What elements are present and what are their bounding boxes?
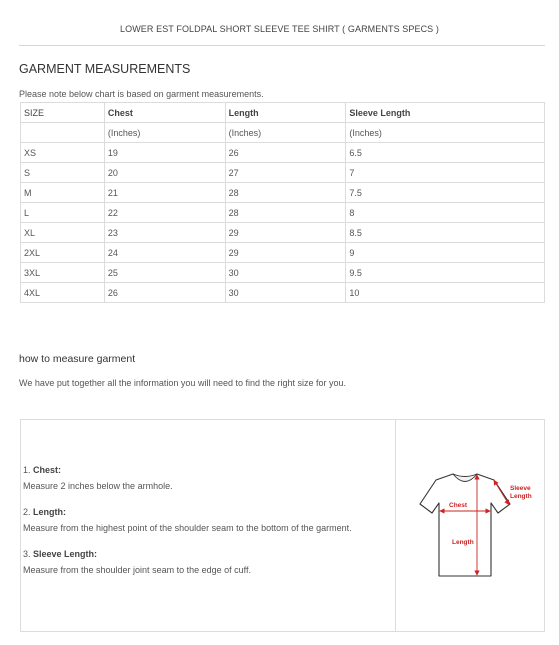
chest-cell: 23 bbox=[104, 223, 225, 243]
sleeve-label-line2: Length bbox=[510, 493, 532, 500]
step-length-heading bbox=[23, 507, 66, 517]
chest-cell: 24 bbox=[104, 243, 225, 263]
step-length-desc: Measure from the highest point of the shoulder seam to the bottom of the garment. bbox=[23, 523, 352, 533]
unit-cell: (Inches) bbox=[104, 123, 225, 143]
chest-cell: 20 bbox=[104, 163, 225, 183]
length-cell: 29 bbox=[225, 243, 346, 263]
chest-cell: 26 bbox=[104, 283, 225, 303]
length-label: Length bbox=[452, 539, 474, 546]
size-cell: 2XL bbox=[21, 243, 105, 263]
chest-cell: 21 bbox=[104, 183, 225, 203]
step-label: Length: bbox=[33, 507, 67, 517]
column-header: SIZE bbox=[21, 103, 105, 123]
length-cell: 27 bbox=[225, 163, 346, 183]
tshirt-icon bbox=[420, 474, 510, 576]
unit-cell bbox=[21, 123, 105, 143]
table-row bbox=[21, 243, 545, 263]
sleeve-cell: 6.5 bbox=[346, 143, 545, 163]
header-divider bbox=[19, 45, 545, 46]
page-title: LOWER EST FOLDPAL SHORT SLEEVE TEE SHIRT ( GARMENTS SPECS ) bbox=[120, 24, 439, 34]
size-table bbox=[20, 102, 545, 303]
table-row bbox=[21, 263, 545, 283]
table-row bbox=[21, 143, 545, 163]
chest-cell: 22 bbox=[104, 203, 225, 223]
chest-label: Chest bbox=[449, 502, 468, 509]
table-row bbox=[21, 223, 545, 243]
sleeve-cell: 8.5 bbox=[346, 223, 545, 243]
tshirt-diagram bbox=[396, 419, 545, 632]
length-cell: 28 bbox=[225, 183, 346, 203]
table-header-row bbox=[21, 103, 545, 123]
step-chest-desc: Measure 2 inches below the armhole. bbox=[23, 481, 173, 491]
howto-title: how to measure garment bbox=[19, 353, 136, 365]
length-cell: 26 bbox=[225, 143, 346, 163]
measurements-note: Please note below chart is based on garment measurements. bbox=[19, 89, 264, 99]
measurements-title: GARMENT MEASUREMENTS bbox=[19, 62, 191, 76]
sleeve-cell: 9 bbox=[346, 243, 545, 263]
length-cell: 28 bbox=[225, 203, 346, 223]
size-cell: 4XL bbox=[21, 283, 105, 303]
size-cell: XL bbox=[21, 223, 105, 243]
sleeve-cell: 10 bbox=[346, 283, 545, 303]
size-cell: S bbox=[21, 163, 105, 183]
chest-cell: 25 bbox=[104, 263, 225, 283]
table-units-row bbox=[21, 123, 545, 143]
table-row bbox=[21, 203, 545, 223]
length-cell: 29 bbox=[225, 223, 346, 243]
size-cell: L bbox=[21, 203, 105, 223]
size-cell: M bbox=[21, 183, 105, 203]
sleeve-cell: 8 bbox=[346, 203, 545, 223]
step-chest-heading bbox=[23, 465, 61, 475]
step-label: Chest: bbox=[33, 465, 62, 475]
size-cell: 3XL bbox=[21, 263, 105, 283]
sleeve-cell: 7.5 bbox=[346, 183, 545, 203]
column-header: Length bbox=[225, 103, 346, 123]
table-row bbox=[21, 283, 545, 303]
sleeve-cell: 7 bbox=[346, 163, 545, 183]
step-label: Sleeve Length: bbox=[33, 549, 98, 559]
column-header: Sleeve Length bbox=[346, 103, 545, 123]
unit-cell: (Inches) bbox=[346, 123, 545, 143]
table-row bbox=[21, 183, 545, 203]
length-cell: 30 bbox=[225, 263, 346, 283]
sleeve-label-line1: Sleeve bbox=[510, 485, 531, 492]
sleeve-cell: 9.5 bbox=[346, 263, 545, 283]
step-sleeve-heading bbox=[23, 549, 97, 559]
step-number: 3. bbox=[23, 549, 31, 559]
step-sleeve-desc: Measure from the shoulder joint seam to the edge of cuff. bbox=[23, 565, 251, 575]
step-number: 1. bbox=[23, 465, 31, 475]
length-cell: 30 bbox=[225, 283, 346, 303]
table-row bbox=[21, 163, 545, 183]
size-cell: XS bbox=[21, 143, 105, 163]
column-header: Chest bbox=[104, 103, 225, 123]
step-number: 2. bbox=[23, 507, 31, 517]
chest-cell: 19 bbox=[104, 143, 225, 163]
unit-cell: (Inches) bbox=[225, 123, 346, 143]
howto-intro: We have put together all the information you will need to find the right size for you. bbox=[19, 378, 347, 388]
